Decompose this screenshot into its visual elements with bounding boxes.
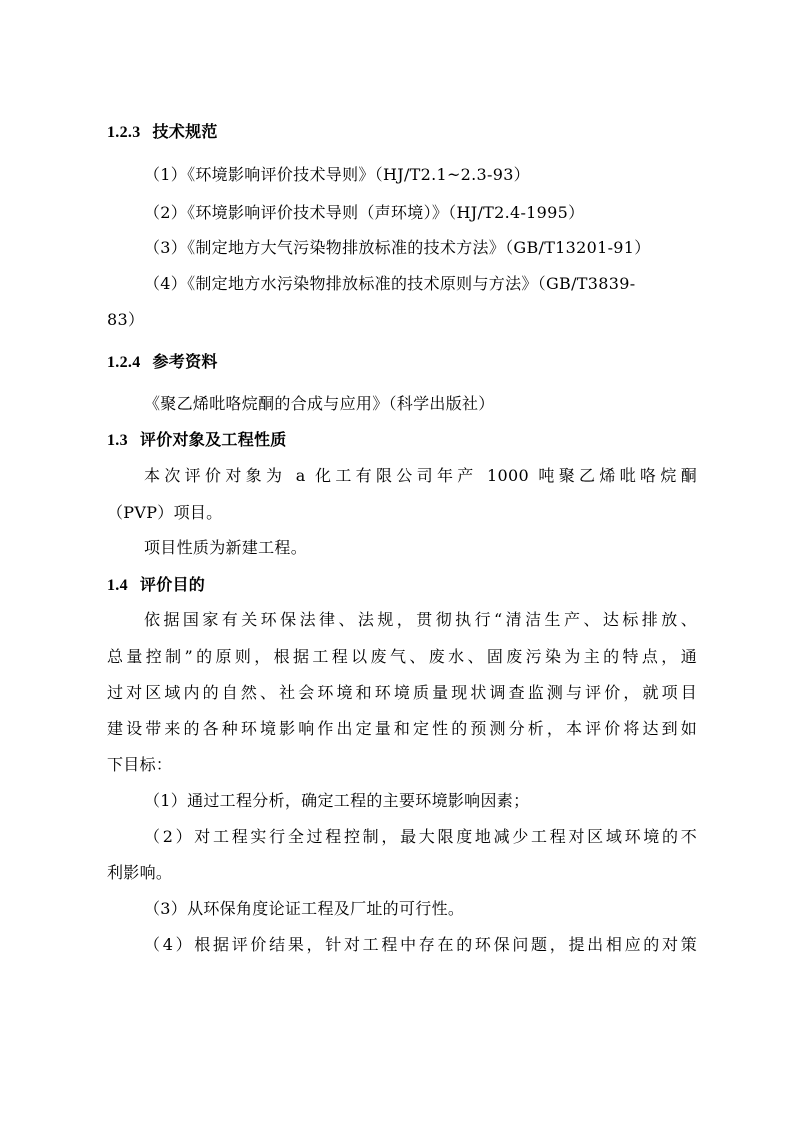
- reference-item: （3）《制定地方大气污染物排放标准的技术方法》（GB/T13201-91）: [144, 238, 651, 257]
- section-heading-1-4: [107, 575, 697, 596]
- section-title: 评价对象及工程性质: [139, 430, 287, 449]
- section-title: 技术规范: [152, 122, 218, 141]
- section-heading-1-3: [107, 430, 697, 451]
- objective-item: （2）对工程实行全过程控制，最大限度地减少工程对区域环境的不: [144, 827, 697, 846]
- body-line: 过对区域内的自然、社会环境和环境质量现状调查监测与评价，就项目: [107, 683, 697, 702]
- section-number: 1.4: [107, 577, 128, 594]
- reference-item-continuation: 83）: [107, 310, 145, 329]
- body-line: （PVP）项目。: [107, 503, 223, 522]
- body-line: 本次评价对象为 a 化工有限公司年产 1000 吨聚乙烯吡咯烷酮: [144, 466, 697, 485]
- objective-item: （3）从环保角度论证工程及厂址的可行性。: [144, 899, 465, 918]
- section-heading-1-2-4: [107, 352, 697, 373]
- section-number: 1.3: [107, 432, 128, 449]
- body-line: 项目性质为新建工程。: [144, 538, 308, 557]
- reference-item: （4）《制定地方水污染物排放标准的技术原则与方法》（GB/T3839-: [144, 274, 636, 293]
- body-line: 总量控制”的原则，根据工程以废气、废水、固废污染为主的特点，通: [107, 647, 697, 666]
- section-title: 参考资料: [152, 352, 218, 371]
- section-title: 评价目的: [139, 575, 206, 594]
- body-line: 建设带来的各种环境影响作出定量和定性的预测分析，本评价将达到如: [107, 719, 697, 738]
- reference-item: （1）《环境影响评价技术导则》（HJ/T2.1~2.3-93）: [144, 165, 530, 184]
- reference-item: 《聚乙烯吡咯烷酮的合成与应用》（科学出版社）: [144, 394, 495, 413]
- body-line: 下目标：: [107, 755, 173, 774]
- section-number: 1.2.4: [107, 354, 141, 371]
- objective-item: （1）通过工程分析，确定工程的主要环境影响因素；: [144, 791, 530, 810]
- objective-item: （4）根据评价结果，针对工程中存在的环保问题，提出相应的对策: [144, 935, 697, 954]
- section-number: 1.2.3: [107, 124, 141, 141]
- reference-item: （2）《环境影响评价技术导则（声环境）》（HJ/T2.4-1995）: [144, 203, 585, 222]
- section-heading-1-2-3: [107, 122, 697, 143]
- body-line: 依据国家有关环保法律、法规，贯彻执行“清洁生产、达标排放、: [144, 610, 697, 629]
- objective-item-continuation: 利影响。: [107, 863, 173, 882]
